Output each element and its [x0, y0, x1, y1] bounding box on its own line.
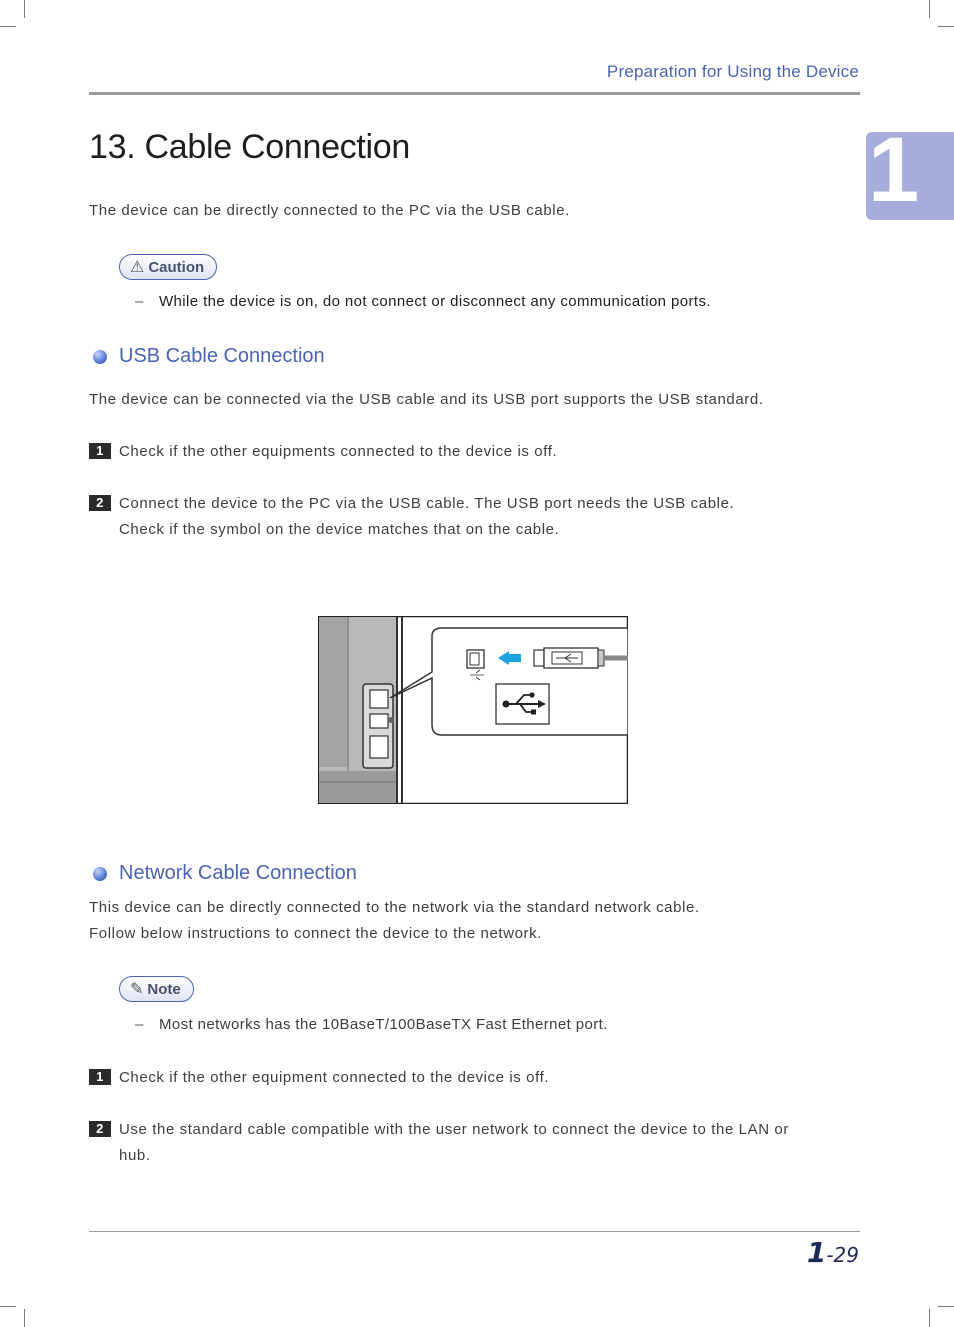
dash-bullet: – — [135, 1016, 144, 1033]
usb-description: The device can be connected via the USB cable and its USB port supports the USB standard. — [89, 391, 764, 408]
crop-mark — [938, 26, 954, 27]
step-number: 2 — [89, 1121, 111, 1137]
chapter-tab-number: 1 — [868, 119, 920, 221]
caution-item — [135, 293, 711, 310]
caution-label: Caution — [148, 258, 205, 276]
crop-mark — [24, 1309, 25, 1327]
step-text-continued: Check if the symbol on the device matches that on the cable. — [119, 521, 560, 538]
page-title: 13. Cable Connection — [89, 128, 411, 166]
network-section-heading — [93, 862, 357, 885]
intro-text: The device can be directly connected to the PC via the USB cable. — [89, 202, 570, 219]
step-number: 1 — [89, 443, 111, 459]
running-header: Preparation for Using the Device — [606, 62, 859, 81]
header-rule — [89, 92, 860, 95]
note-item-text: Most networks has the 10BaseT/100BaseTX Fast Ethernet port. — [159, 1016, 608, 1033]
usb-section-title: USB Cable Connection — [119, 345, 325, 367]
crop-mark — [24, 0, 25, 18]
step-text: Check if the other equipments connected to the device is off. — [119, 443, 558, 460]
network-step-2 — [89, 1117, 789, 1169]
dash-bullet: – — [135, 293, 144, 310]
warning-icon: ⚠ — [130, 259, 145, 276]
crop-mark — [0, 26, 16, 27]
usb-step-1 — [89, 439, 557, 465]
page-number — [807, 1236, 859, 1269]
crop-mark — [0, 1306, 16, 1307]
note-badge — [119, 976, 194, 1002]
usb-section-heading — [93, 345, 325, 368]
page-chapter: 1 — [806, 1236, 827, 1269]
network-step-1 — [89, 1065, 549, 1091]
step-text-continued: hub. — [119, 1147, 151, 1164]
network-description-2: Follow below instructions to connect the device to the network. — [89, 925, 543, 942]
note-label: Note — [147, 980, 181, 998]
caution-item-text: While the device is on, do not connect or disconnect any communication ports. — [159, 293, 711, 310]
caution-badge — [119, 254, 217, 280]
step-number: 1 — [89, 1069, 111, 1085]
step-text: Use the standard cable compatible with the user network to connect the device to the LAN or — [119, 1121, 789, 1138]
pencil-icon: ✎ — [130, 981, 144, 998]
bullet-ball-icon — [93, 350, 107, 364]
footer-rule — [89, 1231, 860, 1232]
usb-connection-figure — [318, 616, 628, 804]
note-item — [135, 1016, 608, 1033]
bullet-ball-icon — [93, 867, 107, 881]
step-text: Connect the device to the PC via the USB cable. The USB port needs the USB cable. — [119, 495, 735, 512]
crop-mark — [929, 0, 930, 18]
page-index: -29 — [826, 1243, 859, 1267]
crop-mark — [929, 1309, 930, 1327]
chapter-tab — [866, 119, 954, 221]
usb-step-2 — [89, 491, 734, 543]
network-description-1: This device can be directly connected to the network via the standard network cable. — [89, 899, 700, 916]
network-section-title: Network Cable Connection — [119, 862, 357, 884]
step-text: Check if the other equipment connected to the device is off. — [119, 1069, 550, 1086]
crop-mark — [938, 1306, 954, 1307]
step-number: 2 — [89, 495, 111, 511]
